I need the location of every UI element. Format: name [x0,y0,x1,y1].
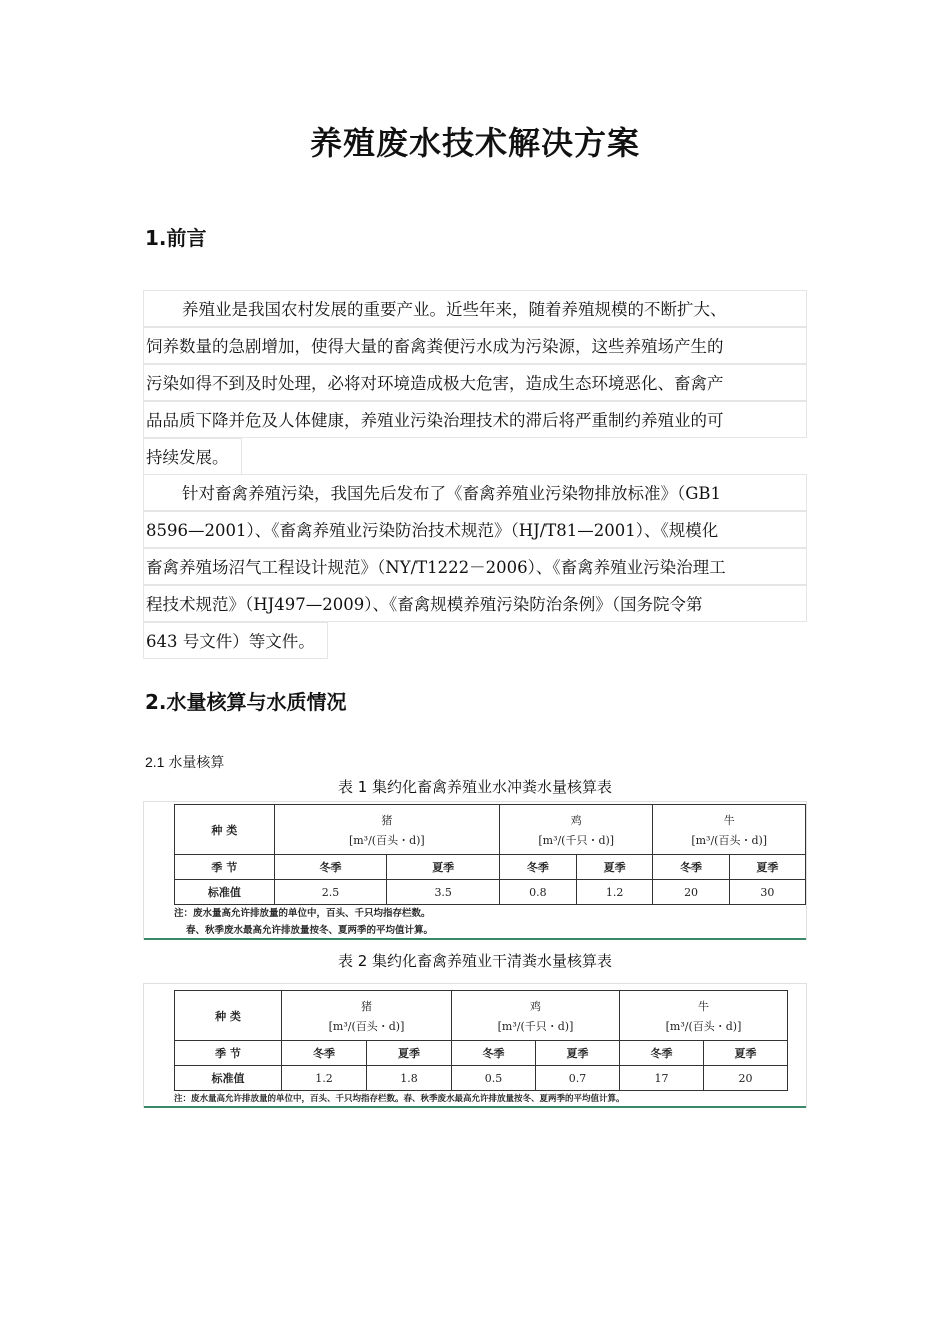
table-cell: 17 [620,1066,704,1091]
group-unit: [m³/(千只・d)] [538,833,615,847]
table-header-season: 季 节 [175,855,275,880]
table-2-caption: 表 2 集约化畜禽养殖业干清粪水量核算表 [337,952,613,970]
table-2-image [143,983,807,1108]
paragraph-1 [143,290,807,479]
table-cell: 夏季 [536,1041,620,1066]
paragraph-line: 饲养数量的急剧增加，使得大量的畜禽粪便污水成为污染源，这些养殖场产生的 [143,327,807,364]
subsection-heading: 2.1 水量核算 [145,754,225,770]
group-name: 牛 [698,999,709,1013]
table-cell: 冬季 [500,855,577,880]
table-cell: 夏季 [704,1041,788,1066]
group-name: 牛 [723,813,735,827]
table-cell: 1.2 [576,880,653,905]
note-line: 注：废水量高允许排放量的单位中，百头、千只均指存栏数。 [174,908,431,919]
table-header-season: 季 节 [175,1041,282,1066]
table-cell: 3.5 [387,880,500,905]
table-cell: 夏季 [367,1041,452,1066]
group-unit: [m³/(百头・d)] [665,1019,742,1033]
table-cell: 2.5 [274,880,387,905]
group-name: 猪 [381,813,393,827]
table-group-header [620,991,788,1041]
note-line: 注：废水量高允许排放量的单位中，百头、千只均指存栏数。春、秋季废水最高允许排放量按冬、夏两季的平均值计算。 [174,1094,625,1104]
paragraph-line: 污染如得不到及时处理，必将对环境造成极大危害，造成生态环境恶化、畜禽产 [143,364,807,401]
table-1-caption: 表 1 集约化畜禽养殖业水冲粪水量核算表 [337,778,613,796]
table-cell: 冬季 [274,855,387,880]
paragraph-line: 程技术规范》（HJ497—2009）、《畜禽规模养殖污染防治条例》（国务院令第 [143,585,807,622]
table-cell: 30 [729,880,805,905]
table-cell: 冬季 [653,855,729,880]
note-line: 春、秋季废水最高允许排放量按冬、夏两季的平均值计算。 [186,925,434,936]
table-group-header [653,805,806,855]
table-1-image [143,801,807,940]
table-cell: 0.8 [500,880,577,905]
group-unit: [m³/(百头・d)] [328,1019,405,1033]
table-group-header [282,991,452,1041]
table-cell: 冬季 [620,1041,704,1066]
table-group-header [500,805,653,855]
paragraph-line: 畜禽养殖场沼气工程设计规范》（NY/T1222－2006）、《畜禽养殖业污染治理工 [143,548,807,585]
table-cell: 冬季 [282,1041,367,1066]
table-2 [174,990,788,1091]
section-heading-water: 2.水量核算与水质情况 [145,690,347,714]
group-unit: [m³/(百头・d)] [348,833,425,847]
table-cell: 1.2 [282,1066,367,1091]
paragraph-2 [143,474,807,663]
group-name: 鸡 [530,999,541,1013]
table-header-value: 标准值 [175,880,275,905]
paragraph-line: 643 号文件）等文件。 [143,622,328,659]
group-name: 猪 [361,999,372,1013]
document-title: 养殖废水技术解决方案 [309,124,640,162]
group-unit: [m³/(千只・d)] [497,1019,574,1033]
table-1-note [174,905,433,939]
table-group-header [452,991,620,1041]
table-header-type: 种 类 [175,805,275,855]
paragraph-line: 8596—2001）、《畜禽养殖业污染防治技术规范》（HJ/T81—2001）、《规模化 [143,511,807,548]
table-header-value: 标准值 [175,1066,282,1091]
table-2-note [174,1091,625,1108]
table-cell: 20 [653,880,729,905]
table-cell: 1.8 [367,1066,452,1091]
table-cell: 0.7 [536,1066,620,1091]
table-cell: 冬季 [452,1041,536,1066]
table-group-header [274,805,499,855]
section-heading-preface: 1.前言 [145,226,207,250]
group-name: 鸡 [570,813,582,827]
paragraph-line: 品品质下降并危及人体健康，养殖业污染治理技术的滞后将严重制约养殖业的可 [143,401,807,438]
paragraph-line: 养殖业是我国农村发展的重要产业。近些年来，随着养殖规模的不断扩大、 [143,290,807,327]
paragraph-line: 针对畜禽养殖污染，我国先后发布了《畜禽养殖业污染物排放标准》（GB1 [143,474,807,511]
table-header-type: 种 类 [175,991,282,1041]
table-cell: 20 [704,1066,788,1091]
table-cell: 夏季 [576,855,653,880]
group-unit: [m³/(百头・d)] [691,833,768,847]
table-cell: 夏季 [729,855,805,880]
table-1 [174,804,806,905]
paragraph-line: 持续发展。 [143,438,242,475]
table-cell: 夏季 [387,855,500,880]
table-cell: 0.5 [452,1066,536,1091]
